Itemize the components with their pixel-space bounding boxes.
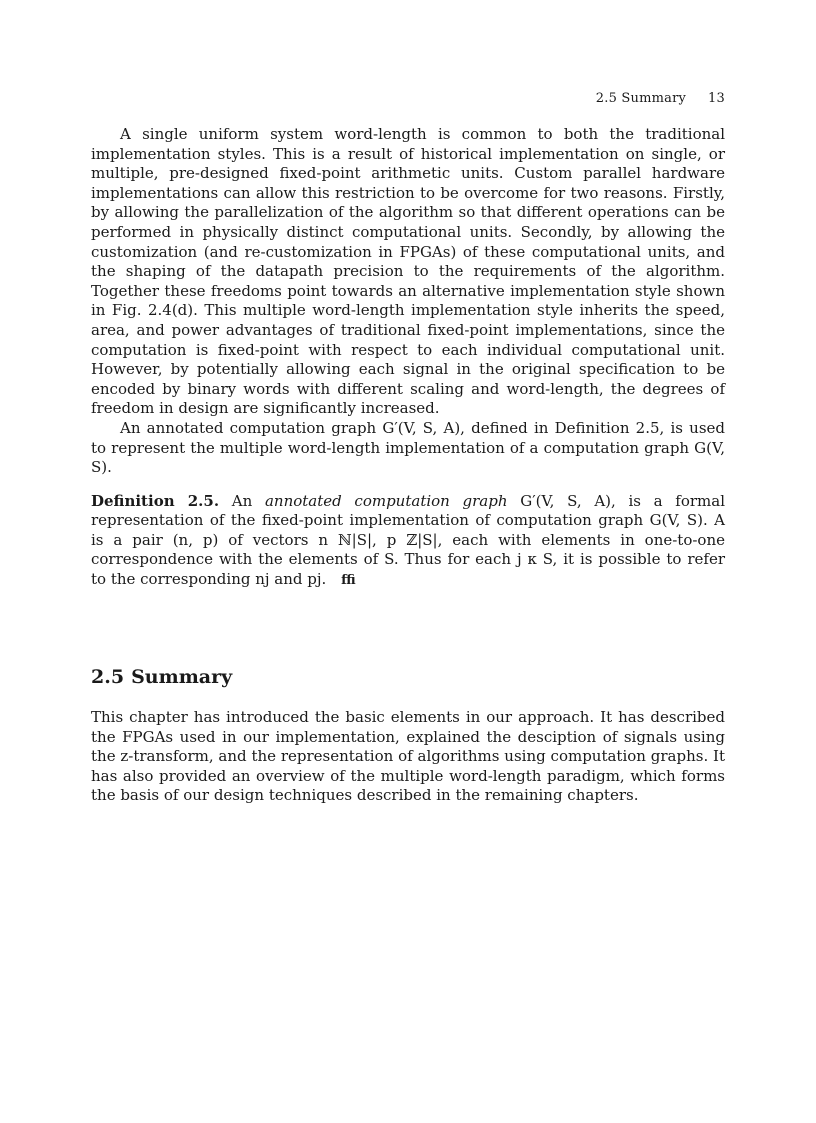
running-head <box>596 91 725 106</box>
definition-label: Definition 2.5. <box>91 491 220 510</box>
section-title: Summary <box>131 666 233 688</box>
paragraph-annotated-graph: An annotated computation graph G′(V, S, A), defined in Definition 2.5, is used to represent the multiple word-length implementation of a computation graph G(V, S). <box>91 418 725 477</box>
section-heading <box>91 666 232 688</box>
section-number: 2.5 <box>91 666 125 688</box>
paragraph-word-length: A single uniform system word-length is common to both the traditional implementation styles. This is a result of historical implementation on single, or multiple, pre-designed fixed-point arithmetic units. Custom parallel hardware implementations can allow this restriction to be overcome for two reasons. Firstly, by allowing the parallelization of the algorithm so that different operations can be performed in physically distinct computational units. Secondly, by allowing the customization (and re-customization in FPGAs) of these computational units, and the shaping of the datapath precision to the requirements of the algorithm. Together these freedoms point towards an alternative implementation style shown in Fig. 2.4(d). This multiple word-length implementation style inherits the speed, area, and power advantages of traditional fixed-point implementations, since the computation is fixed-point with respect to each individual computational unit. However, by potentially allowing each signal in the original specification to be encoded by binary words with different scaling and word-length, the degrees of freedom in design are significantly increased. <box>91 125 725 418</box>
running-head-section: 2.5 Summary <box>595 91 687 106</box>
definition-term: annotated computation graph <box>264 491 508 510</box>
summary-paragraph: This chapter has introduced the basic elements in our approach. It has described the FPGAs used in our implementation, explained the desciption of signals using the z-transform, and the representation of algorithms using computation graphs. It has also provided an overview of the multiple word-length paradigm, which forms the basis of our design techniques described in the remaining chapters. <box>91 708 725 805</box>
end-of-definition-mark: ﬃ <box>341 573 356 589</box>
page-number: 13 <box>708 91 725 106</box>
definition-text: G′(V, S, A), is a formal representation of the fixed-point implementation of computation graph G(V, S). A is a pair (n, p) of vectors n ℕ|S|, p ℤ|S|, each with elements in one-to-one correspondence with the elements of S. Thus for each j κ S, it is possible to refer to the corresponding nj and pj. <box>91 491 725 589</box>
definition-intro: An <box>231 491 253 510</box>
body-text <box>91 125 725 591</box>
definition-2-5 <box>91 492 725 591</box>
